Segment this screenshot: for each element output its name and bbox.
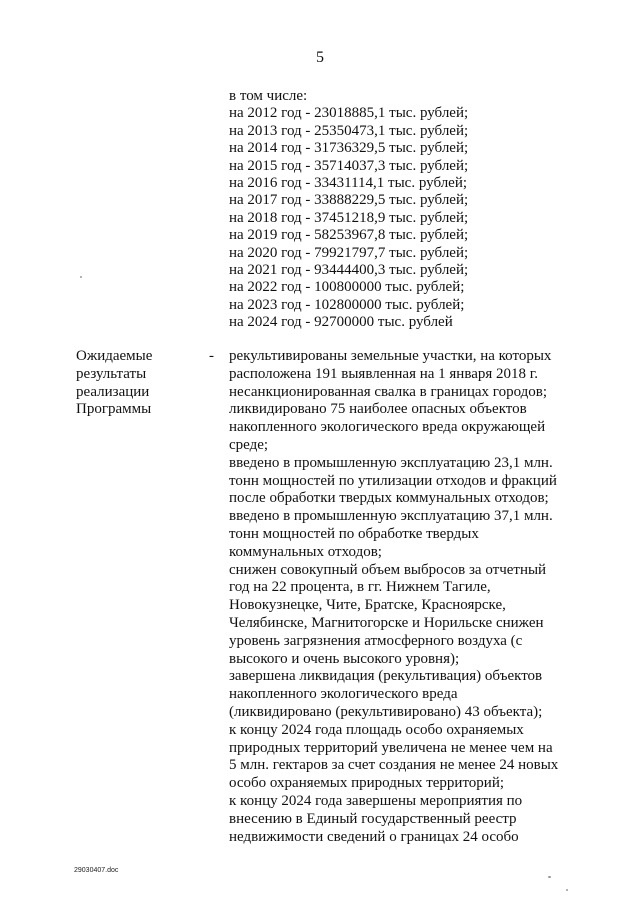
results-line: тонн мощностей по обработке твердых bbox=[229, 525, 479, 542]
results-line: тонн мощностей по утилизации отходов и фракций bbox=[229, 472, 557, 489]
funding-line-2013: на 2013 год - 25350473,1 тыс. рублей; bbox=[229, 122, 469, 139]
funding-by-year-list bbox=[229, 88, 549, 332]
funding-line-2021: на 2021 год - 93444400,3 тыс. рублей; bbox=[229, 262, 469, 279]
results-line: введено в промышленную эксплуатацию 23,1 млн. bbox=[229, 454, 553, 471]
funding-line-2023: на 2023 год - 102800000 тыс. рублей; bbox=[229, 296, 465, 313]
results-line: год на 22 процента, в гг. Нижнем Тагиле, bbox=[229, 579, 491, 596]
results-dash: - bbox=[209, 348, 214, 364]
results-line: накопленного экологического вреда bbox=[229, 686, 458, 703]
results-line: природных территорий увеличена не менее чем на bbox=[229, 739, 553, 756]
funding-line-2016: на 2016 год - 33431114,1 тыс. рублей; bbox=[229, 175, 468, 192]
funding-line-2022: на 2022 год - 100800000 тыс. рублей; bbox=[229, 279, 465, 296]
page-number: 5 bbox=[316, 49, 324, 66]
funding-line-2015: на 2015 год - 35714037,3 тыс. рублей; bbox=[229, 157, 469, 174]
results-line: Челябинске, Магнитогорске и Норильске снижен bbox=[229, 614, 544, 631]
funding-line-2012: на 2012 год - 23018885,1 тыс. рублей; bbox=[229, 105, 469, 122]
results-line: внесению в Единый государственный реестр bbox=[229, 810, 517, 827]
funding-line-2019: на 2019 год - 58253967,8 тыс. рублей; bbox=[229, 227, 469, 244]
expected-results-text bbox=[229, 348, 569, 846]
results-line: уровень загрязнения атмосферного воздуха (с bbox=[229, 632, 523, 649]
funding-intro: в том числе: bbox=[229, 88, 308, 104]
results-line: ликвидировано 75 наиболее опасных объектов bbox=[229, 401, 527, 418]
results-line: после обработки твердых коммунальных отходов; bbox=[229, 490, 549, 507]
footer-filename: 29030407.doc bbox=[74, 867, 119, 874]
expected-results-label-line: Программы bbox=[76, 401, 152, 418]
results-line: несанкционированная свалка в границах городов; bbox=[229, 383, 548, 400]
results-line: 5 млн. гектаров за счет создания не менее 24 новых bbox=[229, 757, 559, 774]
results-line: завершена ликвидация (рекультивация) объектов bbox=[229, 668, 543, 685]
scan-speck bbox=[566, 889, 568, 891]
scan-speck bbox=[548, 876, 551, 878]
results-line: недвижимости сведений о границах 24 особо bbox=[229, 828, 519, 845]
expected-results-label bbox=[76, 348, 196, 419]
expected-results-label-line: реализации bbox=[76, 383, 150, 400]
scan-speck bbox=[80, 276, 82, 278]
funding-line-2014: на 2014 год - 31736329,5 тыс. рублей; bbox=[229, 140, 469, 157]
results-line: (ликвидировано (рекультивировано) 43 объекта); bbox=[229, 703, 543, 720]
results-line: Новокузнецке, Чите, Братске, Красноярске, bbox=[229, 597, 506, 614]
results-line: среде; bbox=[229, 436, 269, 453]
expected-results-label-line: Ожидаемые bbox=[76, 348, 153, 364]
results-line: высокого и очень высокого уровня); bbox=[229, 650, 460, 667]
expected-results-label-line: результаты bbox=[76, 365, 147, 382]
results-line: накопленного экологического вреда окружающей bbox=[229, 419, 546, 436]
results-line: введено в промышленную эксплуатацию 37,1 млн. bbox=[229, 508, 553, 525]
results-line: расположена 191 выявленная на 1 января 2018 г. bbox=[229, 365, 538, 382]
funding-line-2020: на 2020 год - 79921797,7 тыс. рублей; bbox=[229, 244, 469, 261]
results-line: к концу 2024 года завершены мероприятия по bbox=[229, 792, 523, 809]
funding-line-2024: на 2024 год - 92700000 тыс. рублей bbox=[229, 314, 453, 331]
results-line: особо охраняемых природных территорий; bbox=[229, 775, 505, 792]
results-line: к концу 2024 года площадь особо охраняемых bbox=[229, 721, 524, 738]
results-line: снижен совокупный объем выбросов за отчетный bbox=[229, 561, 547, 578]
funding-line-2018: на 2018 год - 37451218,9 тыс. рублей; bbox=[229, 209, 469, 226]
results-line: коммунальных отходов; bbox=[229, 543, 382, 560]
results-line: рекультивированы земельные участки, на которых bbox=[229, 348, 552, 364]
funding-line-2017: на 2017 год - 33888229,5 тыс. рублей; bbox=[229, 192, 469, 209]
